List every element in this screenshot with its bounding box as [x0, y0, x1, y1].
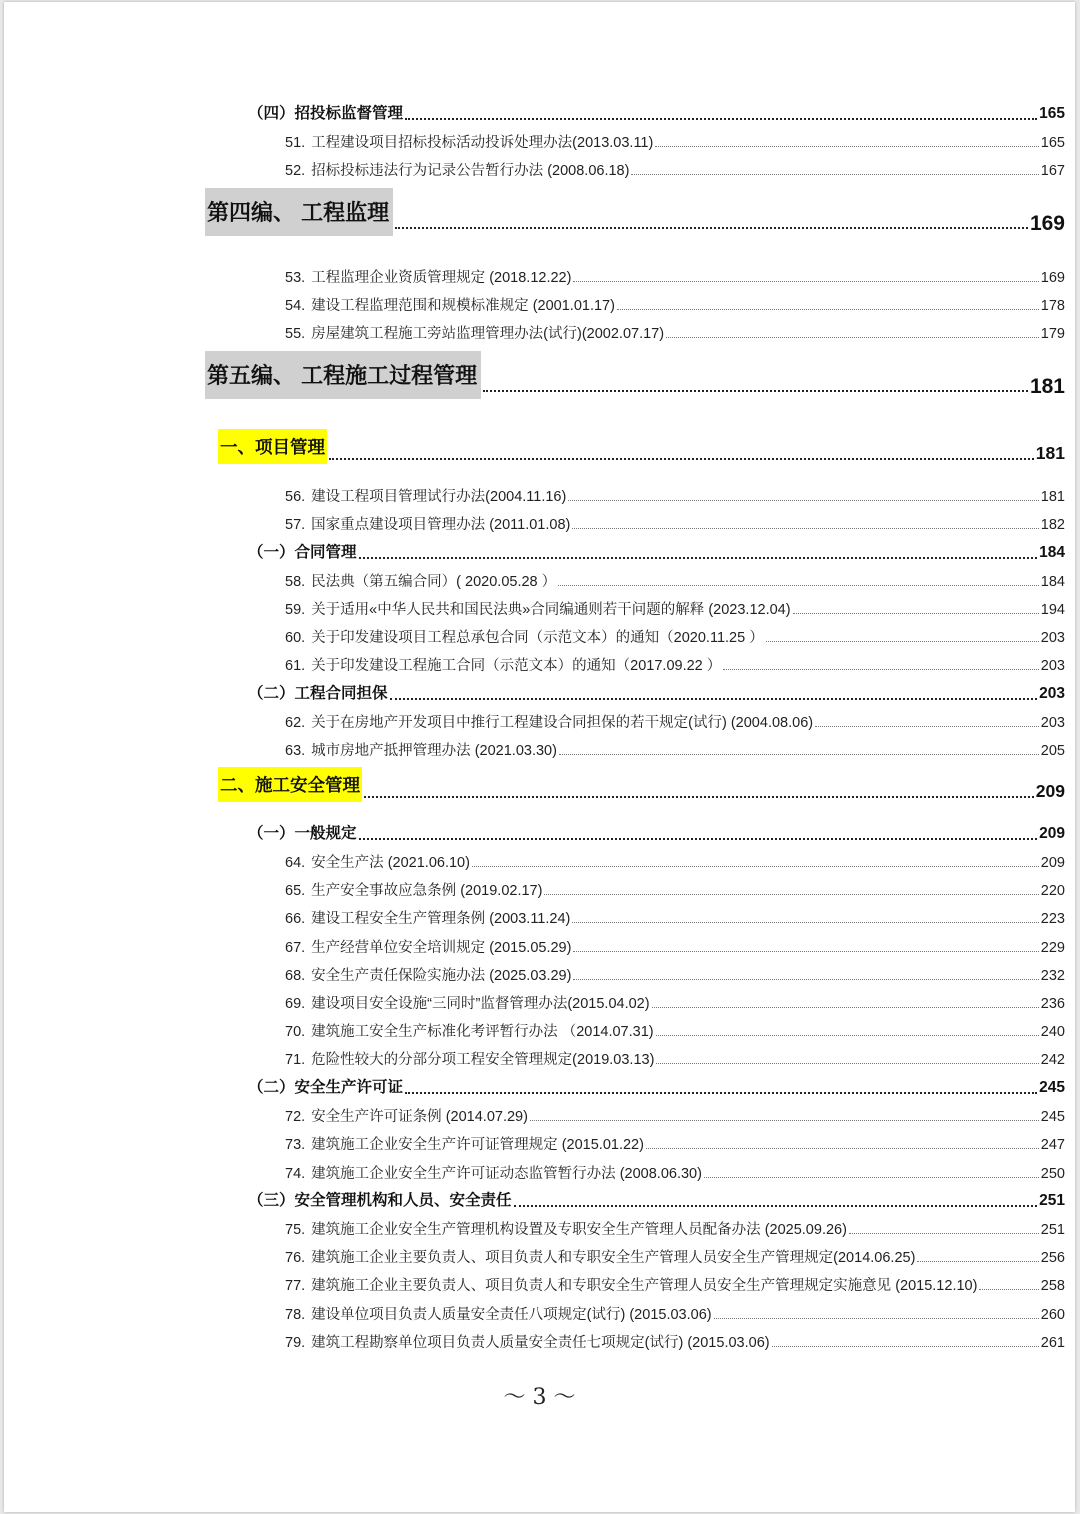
toc-item-title: 建设工程项目管理试行办法(2004.11.16)	[311, 488, 567, 505]
toc-page-number: 223	[1040, 910, 1065, 927]
toc-page-number: 232	[1040, 967, 1065, 984]
toc-item-number: 65.	[285, 882, 306, 899]
toc-page-number: 181	[1035, 443, 1065, 463]
toc-entry-row[interactable]	[285, 965, 1065, 985]
toc-page-number: 205	[1040, 742, 1065, 759]
toc-item-title: 关于适用«中华人民共和国民法典»合同编通则若干问题的解释 (2023.12.04)	[311, 601, 791, 618]
toc-entry-row[interactable]	[285, 1021, 1065, 1041]
toc-item-title: （三）安全管理机构和人员、安全责任	[248, 1192, 512, 1210]
toc-sec-row[interactable]	[218, 762, 1065, 802]
toc-page-number: 203	[1039, 685, 1065, 703]
toc-item-number: 61.	[285, 657, 306, 674]
toc-item-title: 城市房地产抵押管理办法 (2021.03.30)	[311, 742, 557, 759]
toc-item-title: 国家重点建设项目管理办法 (2011.01.08)	[311, 516, 571, 533]
toc-entry-row[interactable]	[285, 1219, 1065, 1239]
toc-item-number: 53.	[285, 269, 306, 286]
dot-leader	[656, 1063, 1038, 1064]
toc-page-number: 169	[1040, 269, 1065, 286]
dot-leader	[572, 922, 1038, 923]
toc-page-number: 209	[1039, 825, 1065, 843]
document-page	[4, 2, 1075, 1512]
toc-page-number: 236	[1040, 995, 1065, 1012]
toc-item-title: 建筑施工企业主要负责人、项目负责人和专职安全生产管理人员安全生产管理规定实施意见 (2015.12.10)	[311, 1277, 978, 1294]
toc-item-title: 安全生产许可证条例 (2014.07.29)	[311, 1108, 528, 1125]
toc-page-number: 258	[1040, 1277, 1065, 1294]
toc-item-number: 74.	[285, 1165, 306, 1182]
toc-item-title: 建设项目安全设施“三同时”监督管理办法(2015.04.02)	[311, 995, 650, 1012]
toc-item-number: 67.	[285, 939, 306, 956]
toc-item-number: 76.	[285, 1249, 306, 1266]
dot-leader	[573, 951, 1038, 952]
toc-entry-row[interactable]	[285, 1275, 1065, 1295]
toc-page-number: 178	[1040, 297, 1065, 314]
toc-item-number: 63.	[285, 742, 306, 759]
dot-leader	[666, 337, 1039, 338]
toc-item-number: 57.	[285, 516, 306, 533]
toc-item-title: 建筑施工企业安全生产许可证管理规定 (2015.01.22)	[311, 1136, 644, 1153]
toc-page-number: 203	[1040, 714, 1065, 731]
toc-entry-row[interactable]	[285, 993, 1065, 1013]
dot-leader	[530, 1120, 1039, 1121]
toc-item-title: （一）合同管理	[248, 544, 357, 562]
toc-item-title: 危险性较大的分部分项工程安全管理规定(2019.03.13)	[311, 1051, 655, 1068]
toc-item-number: 77.	[285, 1277, 306, 1294]
toc-item-number: 79.	[285, 1334, 306, 1351]
toc-part-row[interactable]	[205, 351, 1065, 399]
toc-page-number: 182	[1040, 516, 1065, 533]
toc-item-title: （四）招投标监督管理	[248, 105, 404, 123]
toc-page-number: 194	[1040, 601, 1065, 618]
toc-item-number: 58.	[285, 573, 306, 590]
dot-leader	[359, 557, 1038, 559]
dot-leader	[979, 1289, 1038, 1290]
toc-item-title: 建设工程监理范围和规模标准规定 (2001.01.17)	[311, 297, 615, 314]
dot-leader	[655, 146, 1038, 147]
dot-leader	[573, 979, 1038, 980]
dot-leader	[772, 1346, 1039, 1347]
toc-page-number: 251	[1039, 1192, 1065, 1210]
toc-page-number: 167	[1040, 162, 1065, 179]
toc-item-number: 60.	[285, 629, 306, 646]
toc-entry-row[interactable]	[285, 908, 1065, 928]
toc-item-title: 一、项目管理	[218, 429, 327, 464]
toc-item-title: （一）一般规定	[248, 825, 357, 843]
toc-page-number: 179	[1040, 325, 1065, 342]
toc-entry-row[interactable]	[285, 655, 1065, 675]
toc-item-title: 安全生产法 (2021.06.10)	[311, 854, 470, 871]
toc-entry-row[interactable]	[285, 937, 1065, 957]
toc-item-title: 招标投标违法行为记录公告暂行办法 (2008.06.18)	[311, 162, 630, 179]
page-number: ～ 3 ～	[503, 1385, 576, 1410]
toc-page-number: 242	[1040, 1051, 1065, 1068]
toc-item-number: 75.	[285, 1221, 306, 1238]
toc-item-title: 建设工程安全生产管理条例 (2003.11.24)	[311, 910, 571, 927]
dot-leader	[646, 1148, 1039, 1149]
dot-leader	[405, 118, 1037, 120]
dot-leader	[656, 1035, 1039, 1036]
toc-item-number: 78.	[285, 1306, 306, 1323]
toc-item-title: 房屋建筑工程施工旁站监理管理办法(试行)(2002.07.17)	[311, 325, 665, 342]
toc-part-row[interactable]	[205, 188, 1065, 236]
dot-leader	[395, 227, 1028, 229]
toc-item-number: 54.	[285, 297, 306, 314]
toc-page-number: 165	[1039, 105, 1065, 123]
toc-page-number: 165	[1040, 134, 1065, 151]
toc-page-number: 203	[1040, 657, 1065, 674]
toc-page-number: 245	[1040, 1108, 1065, 1125]
toc-entry-row[interactable]	[285, 1134, 1065, 1154]
toc-entry-row[interactable]	[285, 712, 1065, 732]
toc-item-number: 69.	[285, 995, 306, 1012]
toc-sec-row[interactable]	[218, 424, 1065, 464]
toc-item-title: 建筑施工企业安全生产许可证动态监管暂行办法 (2008.06.30)	[311, 1165, 702, 1182]
toc-item-title: 第五编、 工程施工过程管理	[205, 351, 481, 399]
toc-page-number: 240	[1040, 1023, 1065, 1040]
dot-leader	[472, 866, 1039, 867]
toc-item-number: 71.	[285, 1051, 306, 1068]
toc-item-number: 52.	[285, 162, 306, 179]
toc-page-number: 184	[1040, 573, 1065, 590]
toc-item-title: 第四编、 工程监理	[205, 188, 393, 236]
toc-entry-row[interactable]	[285, 627, 1065, 647]
dot-leader	[329, 458, 1034, 460]
toc-item-title: 建筑施工企业主要负责人、项目负责人和专职安全生产管理人员安全生产管理规定(2014.06.25)	[311, 1249, 916, 1266]
toc-item-number: 55.	[285, 325, 306, 342]
toc-sub-row[interactable]	[248, 104, 1065, 124]
toc-entry-row[interactable]	[285, 323, 1065, 343]
dot-leader	[572, 528, 1038, 529]
dot-leader	[723, 669, 1039, 670]
toc-entry-row[interactable]	[285, 1049, 1065, 1069]
toc-sub-row[interactable]	[248, 684, 1065, 704]
toc-sub-row[interactable]	[248, 543, 1065, 563]
toc-entry-row[interactable]	[285, 880, 1065, 900]
toc-item-number: 73.	[285, 1136, 306, 1153]
toc-item-title: 建筑施工安全生产标准化考评暂行办法 （2014.07.31)	[311, 1023, 654, 1040]
toc-page-number: 250	[1040, 1165, 1065, 1182]
dot-leader	[390, 698, 1038, 700]
dot-leader	[483, 390, 1028, 392]
toc-page-number: 209	[1035, 781, 1065, 801]
toc-sub-row[interactable]	[248, 1078, 1065, 1098]
toc-entry-row[interactable]	[285, 571, 1065, 591]
toc-item-title: 关于印发建设工程施工合同（示范文本）的通知（2017.09.22 ）	[311, 657, 722, 674]
dot-leader	[704, 1177, 1039, 1178]
toc-item-number: 72.	[285, 1108, 306, 1125]
toc-page-number: 184	[1039, 544, 1065, 562]
dot-leader	[714, 1318, 1039, 1319]
toc-item-title: 建筑施工企业安全生产管理机构设置及专职安全生产管理人员配备办法 (2025.09.26)	[311, 1221, 847, 1238]
toc-sub-row[interactable]	[248, 1191, 1065, 1211]
toc-entry-row[interactable]	[285, 295, 1065, 315]
toc-item-number: 66.	[285, 910, 306, 927]
toc-item-title: 工程建设项目招标投标活动投诉处理办法(2013.03.11)	[311, 134, 654, 151]
toc-item-number: 56.	[285, 488, 306, 505]
toc-entry-row[interactable]	[285, 1247, 1065, 1267]
dot-leader	[359, 838, 1038, 840]
toc-entry-row[interactable]	[285, 160, 1065, 180]
toc-item-number: 51.	[285, 134, 306, 151]
toc-item-number: 62.	[285, 714, 306, 731]
toc-item-number: 70.	[285, 1023, 306, 1040]
toc-page-number: 261	[1040, 1334, 1065, 1351]
toc-entry-row[interactable]	[285, 1332, 1065, 1352]
dot-leader	[559, 754, 1039, 755]
dot-leader	[849, 1233, 1039, 1234]
toc-item-title: 二、施工安全管理	[218, 767, 362, 802]
dot-leader	[917, 1261, 1038, 1262]
toc-item-title: （二）安全生产许可证	[248, 1079, 404, 1097]
toc-page-number: 169	[1029, 211, 1065, 235]
dot-leader	[544, 894, 1038, 895]
toc-entry-row[interactable]	[285, 514, 1065, 534]
toc-entry-row[interactable]	[285, 1106, 1065, 1126]
toc-entry-row[interactable]	[285, 1163, 1065, 1183]
dot-leader	[617, 309, 1039, 310]
dot-leader	[652, 1007, 1039, 1008]
toc-item-title: 民法典（第五编合同）( 2020.05.28 ）	[311, 573, 557, 590]
toc-page-number: 203	[1040, 629, 1065, 646]
toc-page-number: 260	[1040, 1306, 1065, 1323]
table-of-contents	[4, 2, 1075, 1512]
toc-page-number: 247	[1040, 1136, 1065, 1153]
toc-item-title: 安全生产责任保险实施办法 (2025.03.29)	[311, 967, 572, 984]
dot-leader	[568, 500, 1038, 501]
toc-page-number: 245	[1039, 1079, 1065, 1097]
dot-leader	[766, 641, 1039, 642]
toc-page-number: 229	[1040, 939, 1065, 956]
toc-item-number: 59.	[285, 601, 306, 618]
toc-item-title: 工程监理企业资质管理规定 (2018.12.22)	[311, 269, 572, 286]
toc-page-number: 251	[1040, 1221, 1065, 1238]
dot-leader	[793, 613, 1039, 614]
toc-item-title: 建筑工程勘察单位项目负责人质量安全责任七项规定(试行) (2015.03.06)	[311, 1334, 770, 1351]
toc-page-number: 220	[1040, 882, 1065, 899]
dot-leader	[558, 585, 1039, 586]
toc-item-title: 关于在房地产开发项目中推行工程建设合同担保的若干规定(试行) (2004.08.06)	[311, 714, 814, 731]
toc-item-number: 68.	[285, 967, 306, 984]
dot-leader	[364, 796, 1034, 798]
toc-entry-row[interactable]	[285, 1304, 1065, 1324]
dot-leader	[514, 1205, 1038, 1207]
toc-entry-row[interactable]	[285, 132, 1065, 152]
toc-entry-row[interactable]	[285, 852, 1065, 872]
toc-entry-row[interactable]	[285, 486, 1065, 506]
toc-item-title: 关于印发建设项目工程总承包合同（示范文本）的通知（2020.11.25 ）	[311, 629, 764, 646]
toc-item-title: 建设单位项目负责人质量安全责任八项规定(试行) (2015.03.06)	[311, 1306, 712, 1323]
dot-leader	[631, 174, 1038, 175]
toc-item-title: 生产安全事故应急条例 (2019.02.17)	[311, 882, 543, 899]
toc-entry-row[interactable]	[285, 740, 1065, 760]
toc-entry-row[interactable]	[285, 599, 1065, 619]
toc-page-number: 209	[1040, 854, 1065, 871]
toc-page-number: 181	[1040, 488, 1065, 505]
toc-page-number: 181	[1029, 374, 1065, 398]
toc-entry-row[interactable]	[285, 267, 1065, 287]
toc-item-title: （二）工程合同担保	[248, 685, 388, 703]
toc-sub-row[interactable]	[248, 824, 1065, 844]
dot-leader	[573, 281, 1038, 282]
toc-item-title: 生产经营单位安全培训规定 (2015.05.29)	[311, 939, 572, 956]
dot-leader	[815, 726, 1039, 727]
dot-leader	[405, 1092, 1037, 1094]
toc-item-number: 64.	[285, 854, 306, 871]
toc-page-number: 256	[1040, 1249, 1065, 1266]
